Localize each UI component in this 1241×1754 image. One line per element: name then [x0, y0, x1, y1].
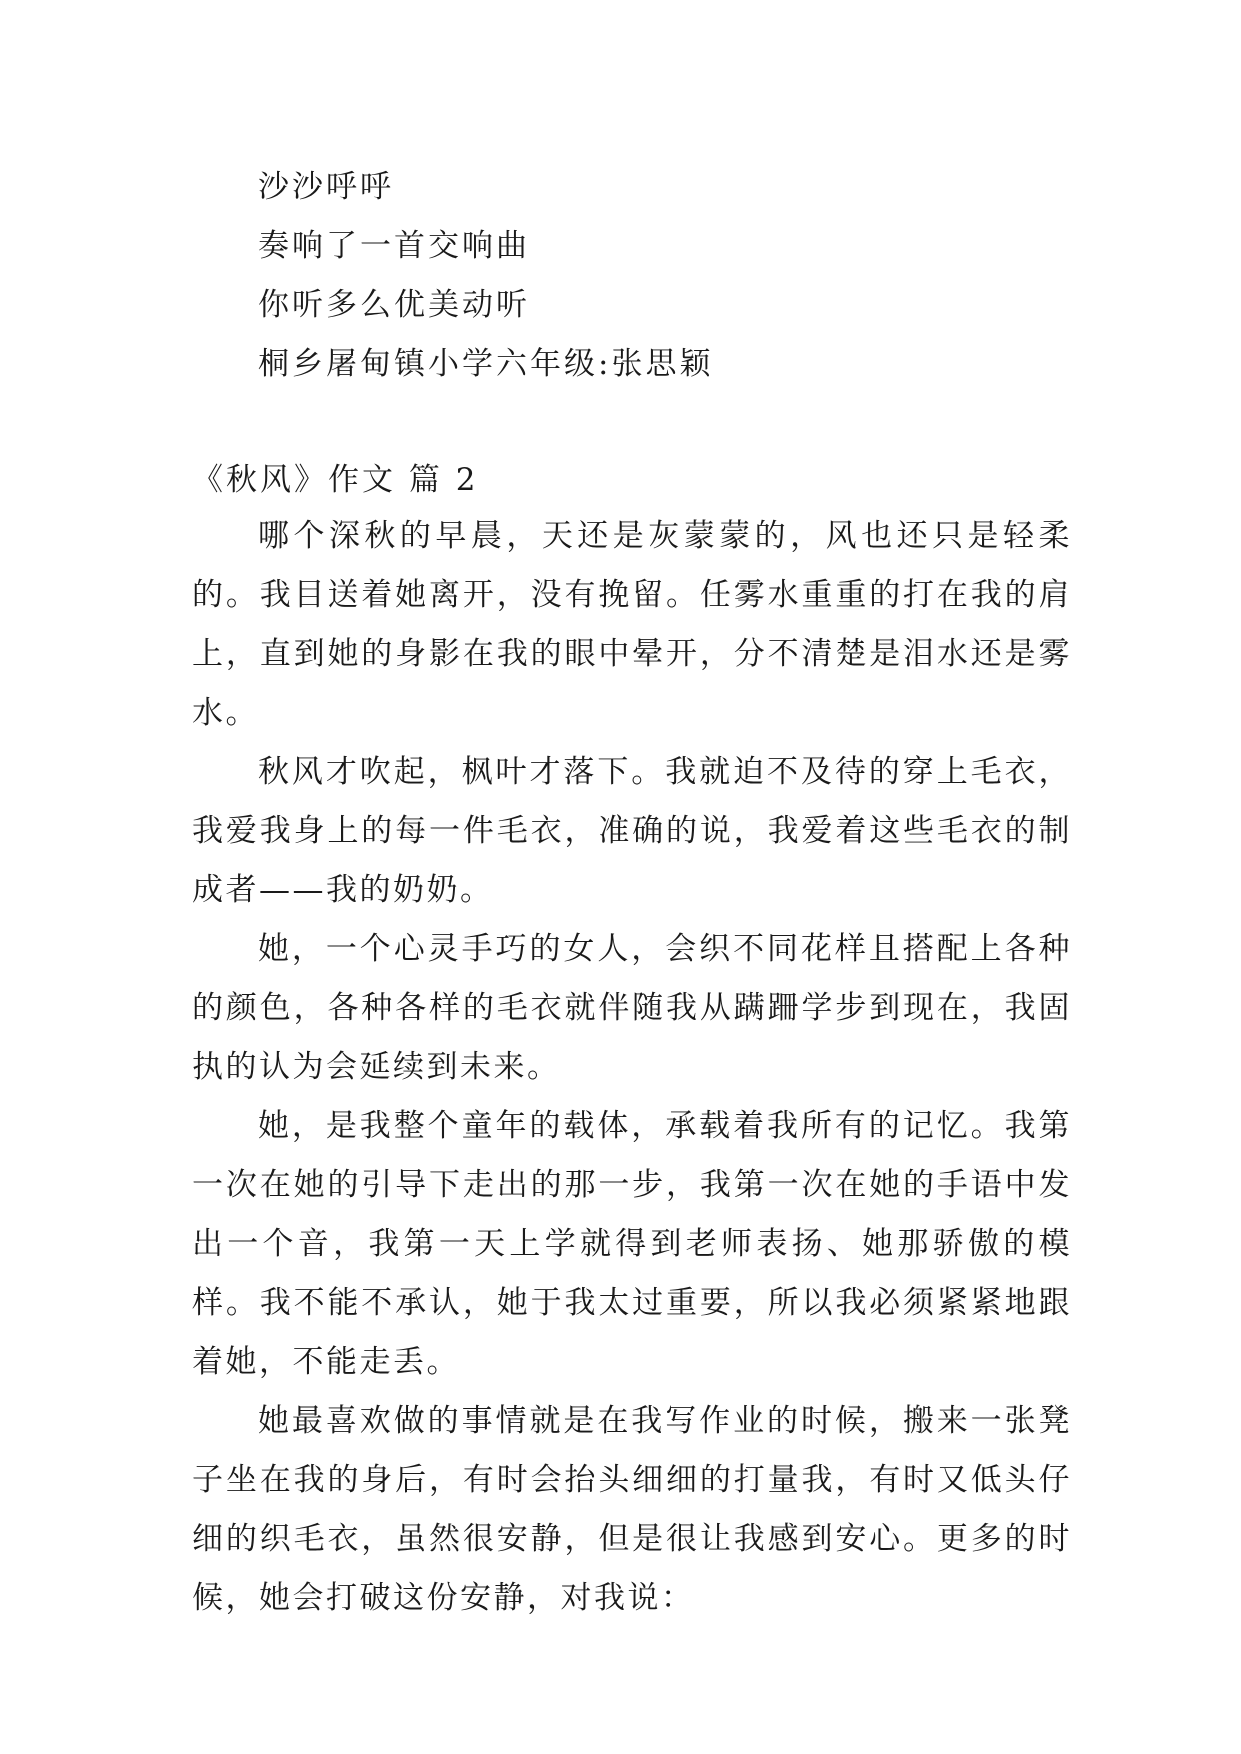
poem-line: 奏响了一首交响曲: [258, 228, 530, 264]
poem-line: 你听多么优美动听: [258, 287, 530, 323]
section-title: 《秋风》作文 篇 2: [192, 462, 479, 498]
paragraph: 她，一个心灵手巧的女人，会织不同花样且搭配上各种的颜色，各种各样的毛衣就伴随我从蹒跚学步到现在，我固执的认为会延续到未来。: [192, 931, 1072, 1085]
poem-block: [258, 158, 1058, 394]
paragraph: 她，是我整个童年的载体，承载着我所有的记忆。我第一次在她的引导下走出的那一步，我第一次在她的手语中发出一个音，我第一天上学就得到老师表扬、她那骄傲的模样。我不能不承认，她于我太过重要，所以我必须紧紧地跟着她，不能走丢。: [192, 1108, 1072, 1380]
poem-line: 沙沙呼呼: [258, 169, 394, 205]
essay-body: [192, 507, 1072, 1628]
paragraph: 她最喜欢做的事情就是在我写作业的时候，搬来一张凳子坐在我的身后，有时会抬头细细的打量我，有时又低头仔细的织毛衣，虽然很安静，但是很让我感到安心。更多的时候，她会打破这份安静，对我说：: [192, 1403, 1072, 1616]
paragraph: 哪个深秋的早晨，天还是灰蒙蒙的，风也还只是轻柔的。我目送着她离开，没有挽留。任雾水重重的打在我的肩上，直到她的身影在我的眼中晕开，分不清楚是泪水还是雾水。: [192, 518, 1072, 731]
poem-author-line: 桐乡屠甸镇小学六年级:张思颖: [258, 346, 714, 382]
paragraph: 秋风才吹起，枫叶才落下。我就迫不及待的穿上毛衣，我爱我身上的每一件毛衣，准确的说，我爱着这些毛衣的制成者——我的奶奶。: [192, 754, 1072, 908]
